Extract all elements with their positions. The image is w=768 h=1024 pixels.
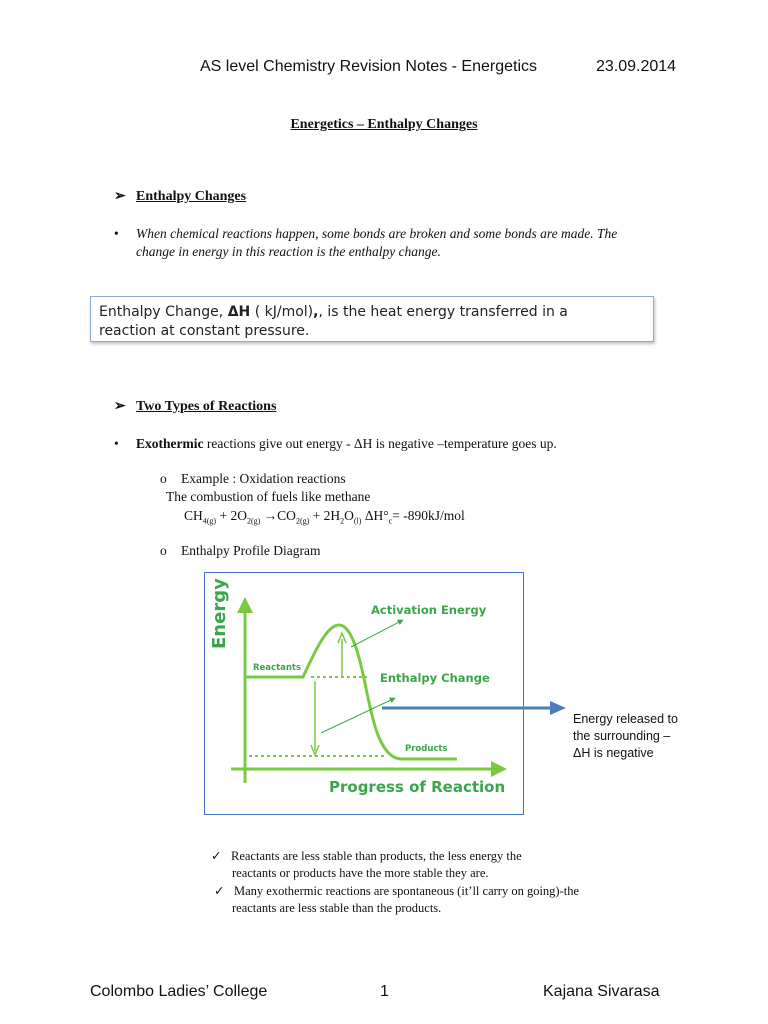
check-item-2: ✓ Many exothermic reactions are spontaneous (it’ll carry on going)-the reactants are less stable than the products.: [214, 884, 580, 915]
bullet-dot-icon: •: [114, 436, 119, 451]
combustion-equation: $CH_{4(g)} + 2O_{2(g)} \to CO_{2(g)} + 2H_2O_{(l)}$ $\Delta H^\circ_c= -890kJ/mol$: [184, 508, 465, 526]
checkmark-icon: ✓: [214, 884, 225, 898]
delta-h-symbol: ΔH: [227, 304, 251, 320]
exothermic-bullet: • Exothermic reactions give out energy - ΔH is negative –temperature goes up.: [114, 436, 557, 451]
definition-line2: reaction at constant pressure.: [99, 323, 310, 339]
header-title: AS level Chemistry Revision Notes - Energetics: [200, 58, 538, 75]
x-axis-arrow-icon: [491, 761, 507, 777]
activation-energy-label: Activation Energy: [371, 603, 487, 617]
reaction-arrow-icon: →: [263, 508, 278, 523]
section-heading-two-types: ➢ Two Types of Reactions: [114, 399, 277, 414]
section1-bullet-line1: When chemical reactions happen, some bonds are broken and some bonds are made. The: [136, 226, 618, 241]
energy-curve: [245, 625, 457, 759]
example-label: o Example : Oxidation reactions: [160, 471, 346, 486]
x-axis-label: Progress of Reaction: [329, 778, 506, 796]
reactants-label: Reactants: [253, 663, 302, 673]
exothermic-term: Exothermic: [136, 436, 204, 451]
check-item-1: ✓ Reactants are less stable than products, the less energy the reactants or products have the more stable they are.: [211, 849, 522, 880]
definition-box: [90, 296, 654, 342]
profile-diagram-label: o Enthalpy Profile Diagram: [160, 543, 321, 558]
arrow-bullet-icon: ➢: [114, 399, 126, 414]
enthalpy-profile-diagram: [204, 572, 524, 815]
energy-released-arrow: [380, 698, 570, 718]
y-axis-label: Energy: [209, 578, 230, 649]
y-axis-arrow-icon: [237, 597, 253, 613]
checkmark-icon: ✓: [211, 849, 222, 863]
products-label: Products: [405, 744, 448, 754]
footer-author: Kajana Sivarasa: [543, 983, 660, 1000]
section1-bullet-line2: change in energy in this reaction is the enthalpy change.: [136, 244, 441, 259]
document-title: Energetics – Enthalpy Changes: [290, 117, 478, 132]
energy-released-note: Energy released to the surrounding – ΔH is negative: [573, 712, 678, 760]
example-line2: The combustion of fuels like methane: [166, 489, 371, 504]
footer-school: Colombo Ladies’ College: [90, 983, 268, 1000]
activation-pointer: [351, 621, 401, 647]
arrow-bullet-icon: ➢: [114, 189, 126, 204]
definition-line1: Enthalpy Change, ΔH ( kJ/mol),, is the heat energy transferred in a: [99, 304, 568, 320]
callout-arrow-head-icon: [550, 701, 566, 715]
section-heading-enthalpy-changes: ➢ Enthalpy Changes: [114, 189, 247, 204]
header-date: 23.09.2014: [596, 58, 677, 75]
bullet-dot-icon: •: [114, 226, 119, 241]
enthalpy-change-label: Enthalpy Change: [380, 671, 490, 685]
footer-page-number: 1: [380, 983, 389, 1000]
enthalpy-profile-svg: [205, 573, 523, 814]
section1-bullet: [114, 225, 714, 261]
